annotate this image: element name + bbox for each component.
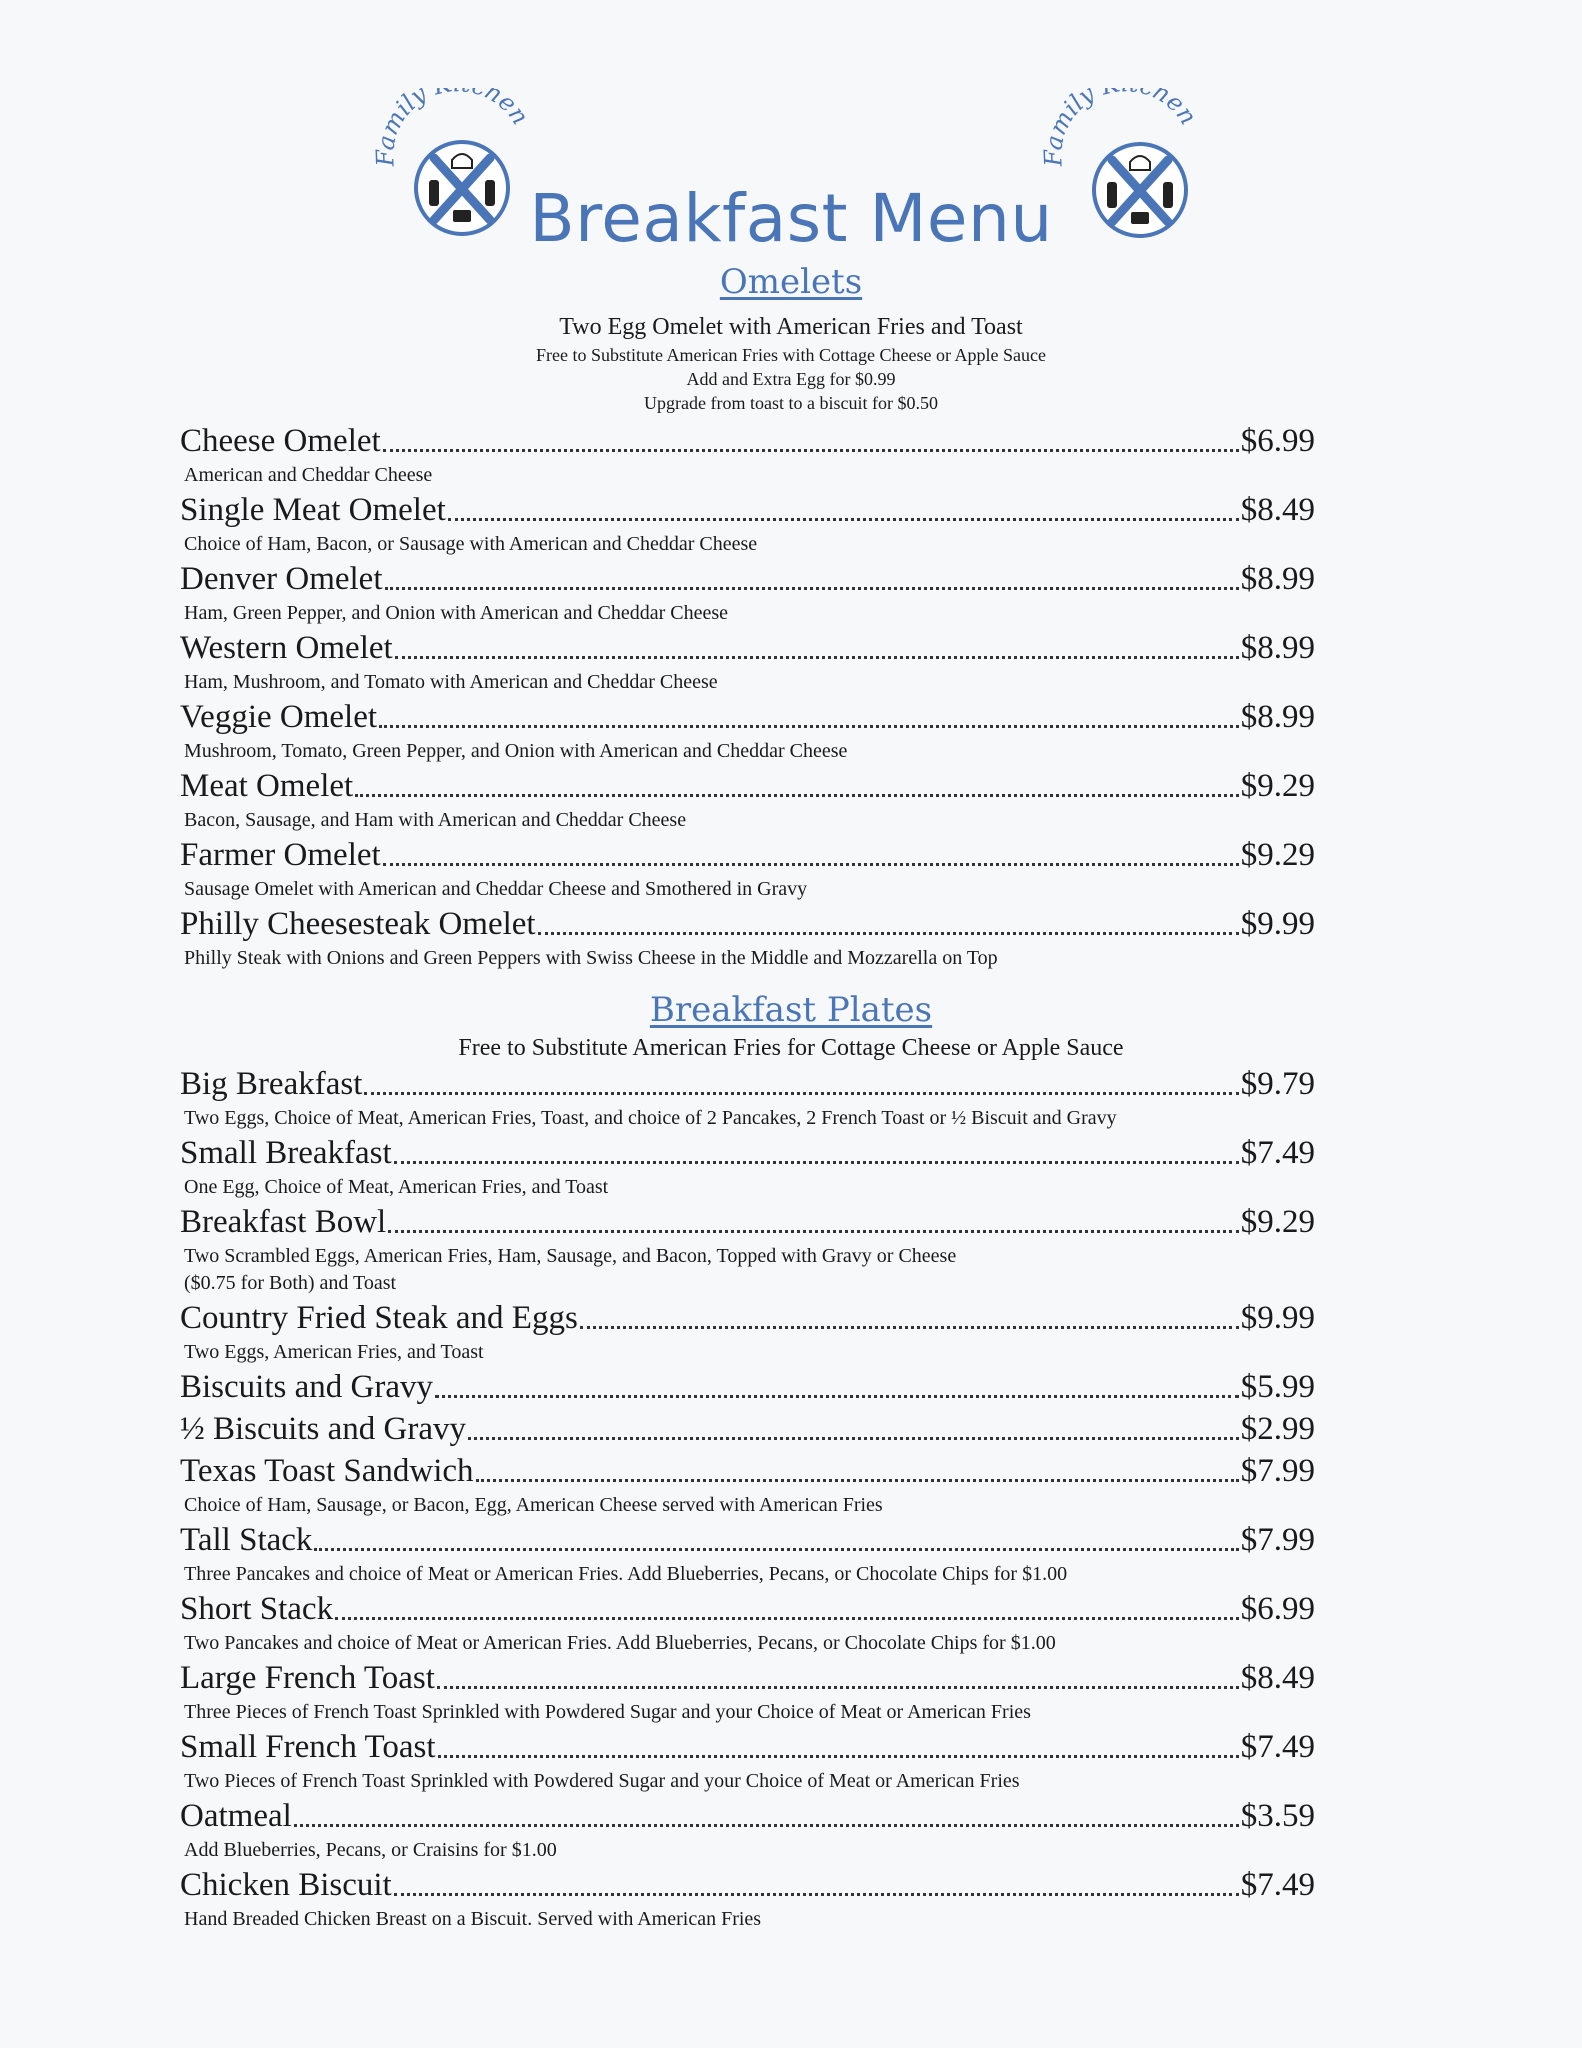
item-name: Small Breakfast: [180, 1135, 392, 1171]
item-price: $8.49: [1240, 1660, 1315, 1696]
item-price: $9.29: [1240, 837, 1315, 873]
item-price: $6.99: [1240, 423, 1315, 459]
item-price: $8.99: [1240, 630, 1315, 666]
item-name: Meat Omelet: [180, 768, 354, 804]
menu-item: [180, 1519, 1315, 1588]
dot-leader: [476, 1479, 1239, 1482]
item-description: Three Pancakes and choice of Meat or American Fries. Add Blueberries, Pecans, or Chocolate Chips for $1.00: [184, 1563, 1068, 1585]
dot-leader: [438, 1755, 1239, 1758]
menu-item: [180, 1063, 1315, 1132]
dot-leader: [385, 587, 1239, 590]
menu-item: [180, 420, 1315, 489]
item-description: Two Eggs, Choice of Meat, American Fries, Toast, and choice of 2 Pancakes, 2 French Toast or ½ Biscuit and Gravy: [184, 1107, 1117, 1129]
item-description: Hand Breaded Chicken Breast on a Biscuit. Served with American Fries: [184, 1908, 762, 1930]
item-price: $3.59: [1240, 1798, 1315, 1834]
dot-leader: [388, 1230, 1239, 1233]
plates-section-title: Breakfast Plates: [649, 990, 933, 1030]
item-description: Three Pieces of French Toast Sprinkled with Powdered Sugar and your Choice of Meat or American Fries: [184, 1701, 1031, 1723]
item-name: Tall Stack: [180, 1522, 313, 1558]
menu-item: [180, 696, 1315, 765]
item-name: Big Breakfast: [180, 1066, 363, 1102]
menu-item: [180, 558, 1315, 627]
item-description: Two Pieces of French Toast Sprinkled with Powdered Sugar and your Choice of Meat or American Fries: [184, 1770, 1020, 1792]
item-description: One Egg, Choice of Meat, American Fries, and Toast: [184, 1176, 609, 1198]
item-price: $9.29: [1240, 1204, 1315, 1240]
item-description: Choice of Ham, Bacon, or Sausage with American and Cheddar Cheese: [184, 533, 758, 555]
item-description: Philly Steak with Onions and Green Peppers with Swiss Cheese in the Middle and Mozzarella on Top: [184, 947, 998, 969]
menu-item: [180, 1795, 1315, 1864]
omelets-subtitle: Two Egg Omelet with American Fries and Toast: [559, 314, 1023, 340]
menu-item: [180, 489, 1315, 558]
dot-leader: [294, 1824, 1239, 1827]
item-price: $9.29: [1240, 768, 1315, 804]
item-name: ½ Biscuits and Gravy: [180, 1411, 466, 1447]
item-price: $8.49: [1240, 492, 1315, 528]
menu-item: [180, 834, 1315, 903]
omelets-note: Upgrade from toast to a biscuit for $0.50: [644, 393, 938, 413]
dot-leader: [383, 449, 1239, 452]
item-name: Large French Toast: [180, 1660, 435, 1696]
menu-item: [180, 765, 1315, 834]
dot-leader: [395, 656, 1239, 659]
plates-subtitle: Free to Substitute American Fries for Cottage Cheese or Apple Sauce: [458, 1035, 1124, 1061]
item-description: Ham, Green Pepper, and Onion with American and Cheddar Cheese: [184, 602, 729, 624]
menu-item: [180, 1588, 1315, 1657]
dot-leader: [364, 1092, 1238, 1095]
item-price: $6.99: [1240, 1591, 1315, 1627]
item-name: Texas Toast Sandwich: [180, 1453, 474, 1489]
dot-leader: [580, 1326, 1239, 1329]
dot-leader: [314, 1548, 1238, 1551]
dot-leader: [538, 932, 1239, 935]
item-price: $7.99: [1240, 1522, 1315, 1558]
item-description: Choice of Ham, Sausage, or Bacon, Egg, American Cheese served with American Fries: [184, 1494, 883, 1516]
item-price: $7.49: [1240, 1729, 1315, 1765]
item-price: $5.99: [1240, 1369, 1315, 1405]
menu-item: [180, 627, 1315, 696]
menu-item: [180, 1864, 1315, 1933]
item-price: $8.99: [1240, 561, 1315, 597]
menu-item: [180, 903, 1315, 972]
omelets-list: [180, 420, 1315, 972]
item-name: Biscuits and Gravy: [180, 1369, 433, 1405]
item-price: $7.49: [1240, 1135, 1315, 1171]
item-name: Oatmeal: [180, 1798, 292, 1834]
dot-leader: [383, 863, 1239, 866]
item-name: Small French Toast: [180, 1729, 436, 1765]
item-description: Mushroom, Tomato, Green Pepper, and Onion with American and Cheddar Cheese: [184, 740, 848, 762]
item-name: Single Meat Omelet: [180, 492, 446, 528]
dot-leader: [355, 794, 1239, 797]
omelets-note: Free to Substitute American Fries with Cottage Cheese or Apple Sauce: [536, 345, 1046, 365]
item-price: $7.49: [1240, 1867, 1315, 1903]
item-name: Breakfast Bowl: [180, 1204, 387, 1240]
item-description: Sausage Omelet with American and Cheddar Cheese and Smothered in Gravy: [184, 878, 808, 900]
dot-leader: [435, 1395, 1239, 1398]
menu-item: [180, 1201, 1315, 1297]
dot-leader: [335, 1617, 1239, 1620]
dot-leader: [394, 1161, 1239, 1164]
omelets-note: Add and Extra Egg for $0.99: [686, 369, 896, 389]
menu-item: [180, 1297, 1315, 1366]
svg-text:Family Kitchen: Family hen: [372, 88, 535, 167]
omelets-section-title: Omelets: [719, 262, 863, 302]
menu-item: [180, 1366, 1315, 1408]
item-description: Bacon, Sausage, and Ham with American and Cheddar Cheese: [184, 809, 687, 831]
item-description: Two Scrambled Eggs, American Fries, Ham, Sausage, and Bacon, Topped with Gravy or Cheese: [184, 1245, 957, 1267]
item-description-continued: ($0.75 for Both) and Toast: [184, 1272, 397, 1294]
svg-text:Family Kitchen: Family hen: [1040, 88, 1203, 167]
dot-leader: [394, 1893, 1239, 1896]
dot-leader: [379, 725, 1239, 728]
item-name: Farmer Omelet: [180, 837, 381, 873]
item-description: Two Pancakes and choice of Meat or American Fries. Add Blueberries, Pecans, or Chocolate Chips for $1.00: [184, 1632, 1056, 1654]
item-description: Two Eggs, American Fries, and Toast: [184, 1341, 484, 1363]
item-name: Denver Omelet: [180, 561, 383, 597]
plates-list: [180, 1063, 1315, 1933]
item-name: Short Stack: [180, 1591, 334, 1627]
item-name: Western Omelet: [180, 630, 393, 666]
item-price: $2.99: [1240, 1411, 1315, 1447]
menu-item: [180, 1450, 1315, 1519]
menu-item: [180, 1408, 1315, 1450]
item-description: Add Blueberries, Pecans, or Craisins for $1.00: [184, 1839, 557, 1861]
dot-leader: [468, 1437, 1239, 1440]
item-name: Philly Cheesesteak Omelet: [180, 906, 536, 942]
page-title: Breakfast Menu: [529, 180, 1053, 257]
item-name: Country Fried Steak and Eggs: [180, 1300, 578, 1336]
item-price: $7.99: [1240, 1453, 1315, 1489]
menu-item: [180, 1132, 1315, 1201]
item-price: $9.99: [1240, 1300, 1315, 1336]
item-name: Cheese Omelet: [180, 423, 381, 459]
dot-leader: [448, 518, 1239, 521]
item-price: $8.99: [1240, 699, 1315, 735]
item-description: Ham, Mushroom, and Tomato with American and Cheddar Cheese: [184, 671, 718, 693]
item-description: American and Cheddar Cheese: [184, 464, 433, 486]
item-name: Chicken Biscuit: [180, 1867, 392, 1903]
item-name: Veggie Omelet: [180, 699, 378, 735]
menu-item: [180, 1726, 1315, 1795]
item-price: $9.99: [1240, 906, 1315, 942]
dot-leader: [437, 1686, 1239, 1689]
item-price: $9.79: [1240, 1066, 1315, 1102]
menu-item: [180, 1657, 1315, 1726]
